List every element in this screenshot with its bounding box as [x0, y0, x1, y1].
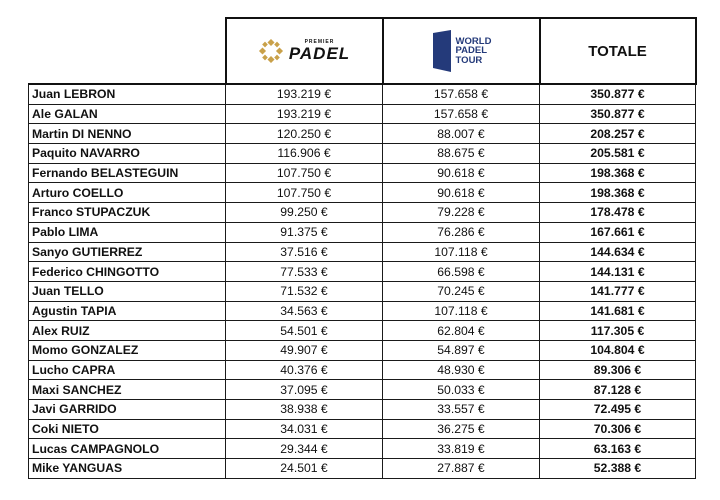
player-name-cell: Javi GARRIDO [29, 400, 226, 420]
wpt-prize-cell: 50.033 € [383, 380, 540, 400]
wpt-prize-cell: 79.228 € [383, 203, 540, 223]
premier-padel-prize-cell: 193.219 € [226, 104, 383, 124]
prize-money-table [28, 17, 697, 479]
wpt-prize-cell: 157.658 € [383, 104, 540, 124]
player-name-cell: Federico CHINGOTTO [29, 262, 226, 282]
player-name-cell: Juan LEBRON [29, 84, 226, 104]
player-name-cell: Momo GONZALEZ [29, 340, 226, 360]
player-name-cell: Sanyo GUTIERREZ [29, 242, 226, 262]
player-name-cell: Juan TELLO [29, 281, 226, 301]
player-name-cell: Paquito NAVARRO [29, 144, 226, 164]
table-row [29, 321, 696, 341]
table-row [29, 84, 696, 104]
table-row [29, 340, 696, 360]
player-name-cell: Alex RUIZ [29, 321, 226, 341]
total-header-label: TOTALE [588, 42, 647, 60]
premier-padel-star-icon [258, 39, 284, 63]
premier-padel-prize-cell: 120.250 € [226, 124, 383, 144]
total-prize-cell: 144.634 € [540, 242, 696, 262]
premier-padel-logo [227, 39, 382, 63]
premier-padel-prize-cell: 24.501 € [226, 459, 383, 479]
premier-padel-prize-cell: 77.533 € [226, 262, 383, 282]
total-prize-cell: 52.388 € [540, 459, 696, 479]
table-row [29, 203, 696, 223]
premier-padel-prize-cell: 193.219 € [226, 84, 383, 104]
total-prize-cell: 141.681 € [540, 301, 696, 321]
premier-padel-prize-cell: 37.516 € [226, 242, 383, 262]
player-name-cell: Maxi SANCHEZ [29, 380, 226, 400]
wpt-prize-cell: 36.275 € [383, 419, 540, 439]
table-row [29, 439, 696, 459]
total-prize-cell: 198.368 € [540, 163, 696, 183]
total-prize-cell: 141.777 € [540, 281, 696, 301]
wpt-prize-cell: 66.598 € [383, 262, 540, 282]
player-name-cell: Mike YANGUAS [29, 459, 226, 479]
total-prize-cell: 350.877 € [540, 84, 696, 104]
table-row [29, 380, 696, 400]
table-row [29, 242, 696, 262]
wpt-prize-cell: 88.675 € [383, 144, 540, 164]
header-total [540, 18, 696, 84]
table-row [29, 360, 696, 380]
wpt-prize-cell: 107.118 € [383, 301, 540, 321]
wpt-prize-cell: 88.007 € [383, 124, 540, 144]
total-prize-cell: 70.306 € [540, 419, 696, 439]
total-prize-cell: 350.877 € [540, 104, 696, 124]
wpt-prize-cell: 33.557 € [383, 400, 540, 420]
premier-padel-prize-cell: 99.250 € [226, 203, 383, 223]
table-row [29, 301, 696, 321]
wpt-prize-cell: 76.286 € [383, 222, 540, 242]
total-prize-cell: 198.368 € [540, 183, 696, 203]
premier-padel-prize-cell: 107.750 € [226, 183, 383, 203]
wpt-prize-cell: 90.618 € [383, 183, 540, 203]
premier-padel-prize-cell: 107.750 € [226, 163, 383, 183]
total-prize-cell: 104.804 € [540, 340, 696, 360]
wpt-prize-cell: 157.658 € [383, 84, 540, 104]
table-row [29, 104, 696, 124]
premier-logo-small-text: PREMIER [304, 39, 335, 45]
player-name-cell: Pablo LIMA [29, 222, 226, 242]
player-name-cell: Ale GALAN [29, 104, 226, 124]
player-name-cell: Lucho CAPRA [29, 360, 226, 380]
total-prize-cell: 72.495 € [540, 400, 696, 420]
total-prize-cell: 208.257 € [540, 124, 696, 144]
premier-padel-prize-cell: 38.938 € [226, 400, 383, 420]
wpt-prize-cell: 48.930 € [383, 360, 540, 380]
total-prize-cell: 63.163 € [540, 439, 696, 459]
table-header-row [29, 18, 696, 84]
total-prize-cell: 117.305 € [540, 321, 696, 341]
premier-padel-prize-cell: 54.501 € [226, 321, 383, 341]
table-row [29, 163, 696, 183]
world-padel-tour-shield-icon [431, 29, 453, 73]
wpt-logo-line-3: TOUR [455, 54, 483, 66]
wpt-logo-line-2: PADEL [455, 45, 488, 57]
wpt-prize-cell: 90.618 € [383, 163, 540, 183]
table-row [29, 459, 696, 479]
table-row [29, 144, 696, 164]
player-name-cell: Lucas CAMPAGNOLO [29, 439, 226, 459]
world-padel-tour-logo [384, 29, 539, 73]
premier-padel-prize-cell: 34.031 € [226, 419, 383, 439]
premier-logo-big-text: PADEL [288, 44, 351, 63]
table-row [29, 400, 696, 420]
premier-padel-prize-cell: 116.906 € [226, 144, 383, 164]
player-name-cell: Arturo COELLO [29, 183, 226, 203]
total-prize-cell: 167.661 € [540, 222, 696, 242]
wpt-prize-cell: 27.887 € [383, 459, 540, 479]
header-empty-cell [29, 18, 226, 84]
premier-padel-prize-cell: 34.563 € [226, 301, 383, 321]
table-row [29, 124, 696, 144]
total-prize-cell: 205.581 € [540, 144, 696, 164]
prize-money-table-container [28, 17, 697, 479]
wpt-prize-cell: 33.819 € [383, 439, 540, 459]
total-prize-cell: 87.128 € [540, 380, 696, 400]
wpt-logo-line-1: WORLD [455, 35, 492, 47]
player-name-cell: Fernando BELASTEGUIN [29, 163, 226, 183]
header-world-padel-tour [383, 18, 540, 84]
premier-padel-prize-cell: 37.095 € [226, 380, 383, 400]
wpt-prize-cell: 107.118 € [383, 242, 540, 262]
player-name-cell: Coki NIETO [29, 419, 226, 439]
wpt-prize-cell: 62.804 € [383, 321, 540, 341]
premier-padel-prize-cell: 91.375 € [226, 222, 383, 242]
table-body [29, 84, 696, 478]
table-row [29, 183, 696, 203]
table-row [29, 262, 696, 282]
premier-padel-prize-cell: 49.907 € [226, 340, 383, 360]
player-name-cell: Martin DI NENNO [29, 124, 226, 144]
table-row [29, 281, 696, 301]
player-name-cell: Agustin TAPIA [29, 301, 226, 321]
player-name-cell: Franco STUPACZUK [29, 203, 226, 223]
premier-padel-prize-cell: 71.532 € [226, 281, 383, 301]
total-prize-cell: 89.306 € [540, 360, 696, 380]
table-row [29, 222, 696, 242]
table-row [29, 419, 696, 439]
wpt-prize-cell: 70.245 € [383, 281, 540, 301]
total-prize-cell: 178.478 € [540, 203, 696, 223]
wpt-prize-cell: 54.897 € [383, 340, 540, 360]
premier-padel-prize-cell: 40.376 € [226, 360, 383, 380]
premier-padel-prize-cell: 29.344 € [226, 439, 383, 459]
total-prize-cell: 144.131 € [540, 262, 696, 282]
header-premier-padel [226, 18, 383, 84]
